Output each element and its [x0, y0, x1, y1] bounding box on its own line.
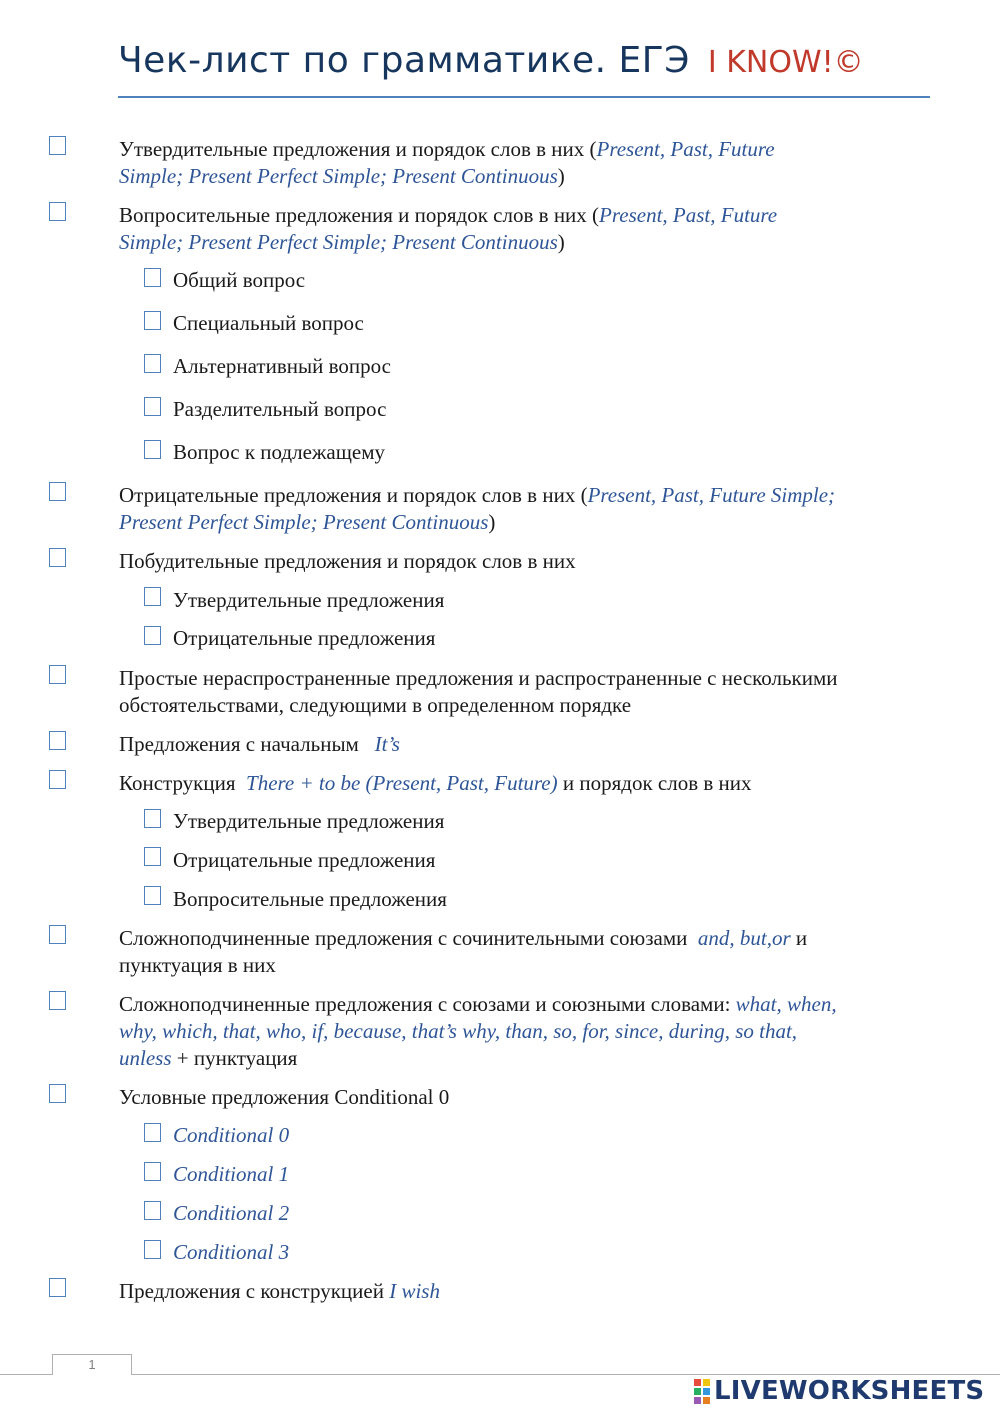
item-text: Отрицательные предложения и порядок слов в них ( [119, 483, 588, 507]
liveworksheets-logo [694, 1376, 984, 1406]
checkbox-i-wish[interactable] [49, 1278, 66, 1297]
item-emphasis: Present Perfect Simple; Present Continuous [119, 510, 489, 534]
checkbox-alternative-question[interactable] [144, 354, 161, 373]
item-emphasis: what, when, [735, 992, 837, 1016]
checkbox-simple-sentences[interactable] [49, 665, 66, 684]
item-subordinating [119, 991, 837, 1018]
item-emphasis: Present, Past, Future [599, 203, 778, 227]
checkbox-negative[interactable] [49, 482, 66, 501]
item-there-to-be [119, 770, 752, 797]
checkbox-its[interactable] [49, 731, 66, 750]
item-emphasis: Simple; Present Perfect Simple; Present Continuous [119, 164, 558, 188]
item-imperative: Побудительные предложения и порядок слов в них [119, 549, 576, 573]
item-there-negative: Отрицательные предложения [173, 848, 436, 872]
item-conditionals: Условные предложения Conditional 0 [119, 1085, 450, 1109]
item-text: Утвердительные предложения и порядок слов в них ( [119, 137, 597, 161]
checkbox-general-question[interactable] [144, 268, 161, 287]
brand-text: I KNOW!© [707, 45, 864, 80]
item-conditional-3: Conditional 3 [173, 1240, 290, 1264]
item-there-affirmative: Утвердительные предложения [173, 809, 445, 833]
page-number: 1 [52, 1354, 132, 1375]
checkbox-there-affirmative[interactable] [144, 809, 161, 828]
item-coordinating [119, 925, 807, 952]
item-alternative-question: Альтернативный вопрос [173, 354, 391, 378]
item-coordinating-cont: пунктуация в них [119, 953, 276, 977]
checkbox-subject-question[interactable] [144, 440, 161, 459]
item-tag-question: Разделительный вопрос [173, 397, 387, 421]
item-subordinating-cont [119, 1018, 797, 1045]
item-i-wish [119, 1278, 440, 1305]
item-text: Конструкция [119, 771, 236, 795]
item-conditional-2: Conditional 2 [173, 1201, 290, 1225]
item-interrogative [119, 202, 777, 229]
item-emphasis: and, but,or [697, 926, 791, 950]
item-text: ) [557, 230, 565, 254]
item-text: ) [488, 510, 496, 534]
item-emphasis: There + to be (Present, Past, Future) [246, 771, 558, 795]
checkbox-conditional-3[interactable] [144, 1240, 161, 1259]
item-emphasis: Simple; Present Perfect Simple; Present Continuous [119, 230, 558, 254]
item-text: Предложения с конструкцией [119, 1279, 390, 1303]
checkbox-affirmative[interactable] [49, 136, 66, 155]
checkbox-special-question[interactable] [144, 311, 161, 330]
item-imperative-negative: Отрицательные предложения [173, 626, 436, 650]
item-negative-cont [119, 509, 495, 536]
item-simple-sentences: Простые нераспространенные предложения и распространенные с несколькими [119, 666, 838, 690]
page-title [118, 40, 930, 98]
checkbox-subordinating[interactable] [49, 991, 66, 1010]
item-imperative-affirmative: Утвердительные предложения [173, 588, 445, 612]
checkbox-conditional-2[interactable] [144, 1201, 161, 1220]
title-text: Чек-лист по грамматике. ЕГЭ [118, 40, 690, 81]
item-text: Предложения с начальным [119, 732, 359, 756]
item-text: Сложноподчиненные предложения с союзами и союзными словами: [119, 992, 736, 1016]
item-general-question: Общий вопрос [173, 268, 306, 292]
item-emphasis: Present, Past, Future [596, 137, 775, 161]
item-special-question: Специальный вопрос [173, 311, 364, 335]
checkbox-conditional-1[interactable] [144, 1162, 161, 1181]
footer-divider [0, 1374, 1000, 1375]
item-emphasis: unless [119, 1046, 172, 1070]
checkbox-imperative-negative[interactable] [144, 626, 161, 645]
item-interrogative-cont [119, 229, 565, 256]
item-emphasis: why, which, that, who, if, because, that’s why, than, so, for, since, during, so that, [119, 1019, 798, 1043]
item-there-interrogative: Вопросительные предложения [173, 887, 447, 911]
checkbox-imperative-affirmative[interactable] [144, 587, 161, 606]
item-affirmative [119, 136, 775, 163]
checkbox-there-negative[interactable] [144, 847, 161, 866]
checkbox-there-to-be[interactable] [49, 770, 66, 789]
checkbox-there-interrogative[interactable] [144, 886, 161, 905]
item-simple-sentences-cont: обстоятельствами, следующими в определенном порядке [119, 693, 632, 717]
item-subject-question: Вопрос к подлежащему [173, 440, 386, 464]
item-conditional-0: Conditional 0 [173, 1123, 290, 1147]
item-subordinating-cont2 [119, 1045, 297, 1072]
checkbox-imperative[interactable] [49, 548, 66, 567]
item-affirmative-cont [119, 163, 565, 190]
checkbox-coordinating[interactable] [49, 925, 66, 944]
item-text: ) [557, 164, 565, 188]
logo-mark-icon [694, 1379, 710, 1404]
checkbox-interrogative[interactable] [49, 202, 66, 221]
item-text: + пунктуация [171, 1046, 298, 1070]
item-text: и [790, 926, 808, 950]
item-its [119, 731, 400, 758]
item-text: и порядок слов в них [557, 771, 752, 795]
item-text: Вопросительные предложения и порядок слов в них ( [119, 203, 600, 227]
item-text: Сложноподчиненные предложения с сочинительными союзами [119, 926, 688, 950]
checkbox-tag-question[interactable] [144, 397, 161, 416]
logo-text: LIVEWORKSHEETS [714, 1376, 985, 1406]
item-negative [119, 482, 835, 509]
checkbox-conditional-0[interactable] [144, 1123, 161, 1142]
item-emphasis: Present, Past, Future Simple; [587, 483, 836, 507]
checkbox-conditionals[interactable] [49, 1084, 66, 1103]
item-emphasis: It’s [374, 732, 400, 756]
item-conditional-1: Conditional 1 [173, 1162, 290, 1186]
item-emphasis: I wish [389, 1279, 440, 1303]
